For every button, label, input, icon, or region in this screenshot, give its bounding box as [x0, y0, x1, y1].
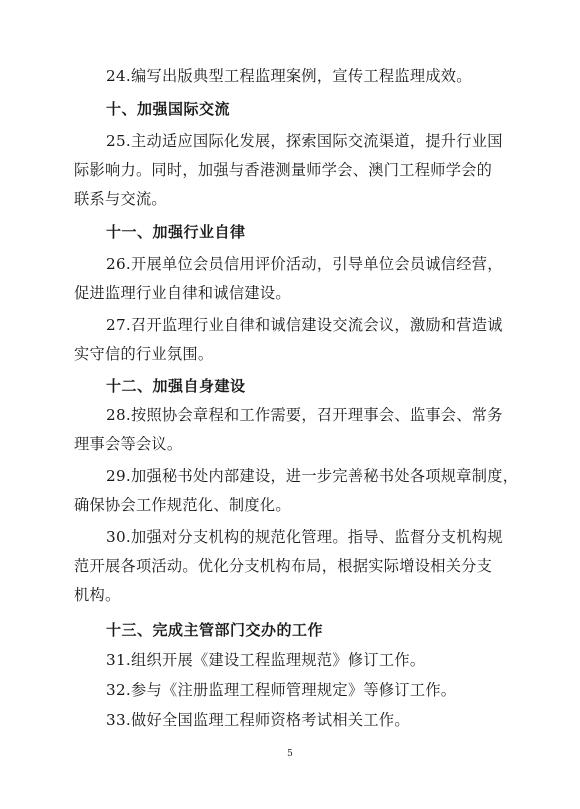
- item-29-line-1: 29.加强秘书处内部建设，进一步完善秘书处各项规章制度，: [106, 467, 519, 485]
- item-31: 31.组织开展《建设工程监理规范》修订工作。: [106, 651, 426, 669]
- section-heading-12: 十二、加强自身建设: [106, 377, 246, 395]
- item-30-line-2: 范开展各项活动。优化分支机构布局，根据实际增设相关分支: [74, 557, 493, 575]
- item-26-line-2: 促进监理行业自律和诚信建设。: [74, 284, 291, 302]
- section-heading-13: 十三、完成主管部门交办的工作: [106, 621, 324, 639]
- item-27-line-2: 实守信的行业氛围。: [74, 345, 214, 363]
- item-25-line-1: 25.主动适应国际化发展，探索国际交流渠道，提升行业国: [106, 132, 503, 150]
- item-30-line-3: 机构。: [74, 586, 121, 604]
- item-28-line-2: 理事会等会议。: [74, 435, 183, 453]
- item-27-line-1: 27.召开监理行业自律和诚信建设交流会议，激励和营造诚: [106, 316, 503, 334]
- item-29-line-2: 确保协会工作规范化、制度化。: [74, 496, 291, 514]
- section-heading-11: 十一、加强行业自律: [106, 223, 246, 241]
- item-33: 33.做好全国监理工程师资格考试相关工作。: [106, 711, 410, 729]
- item-24: 24.编写出版典型工程监理案例，宣传工程监理成效。: [106, 67, 472, 85]
- item-25-line-2: 际影响力。同时，加强与香港测量师学会、澳门工程师学会的: [74, 161, 493, 179]
- item-30-line-1: 30.加强对分支机构的规范化管理。指导、监督分支机构规: [106, 528, 503, 546]
- item-26-line-1: 26.开展单位会员信用评价活动，引导单位会员诚信经营，: [106, 255, 503, 273]
- section-heading-10: 十、加强国际交流: [106, 100, 231, 118]
- item-28-line-1: 28.按照协会章程和工作需要，召开理事会、监事会、常务: [106, 406, 503, 424]
- item-25-line-3: 联系与交流。: [74, 190, 167, 208]
- page-number: 5: [287, 749, 293, 759]
- item-32: 32.参与《注册监理工程师管理规定》等修订工作。: [106, 681, 457, 699]
